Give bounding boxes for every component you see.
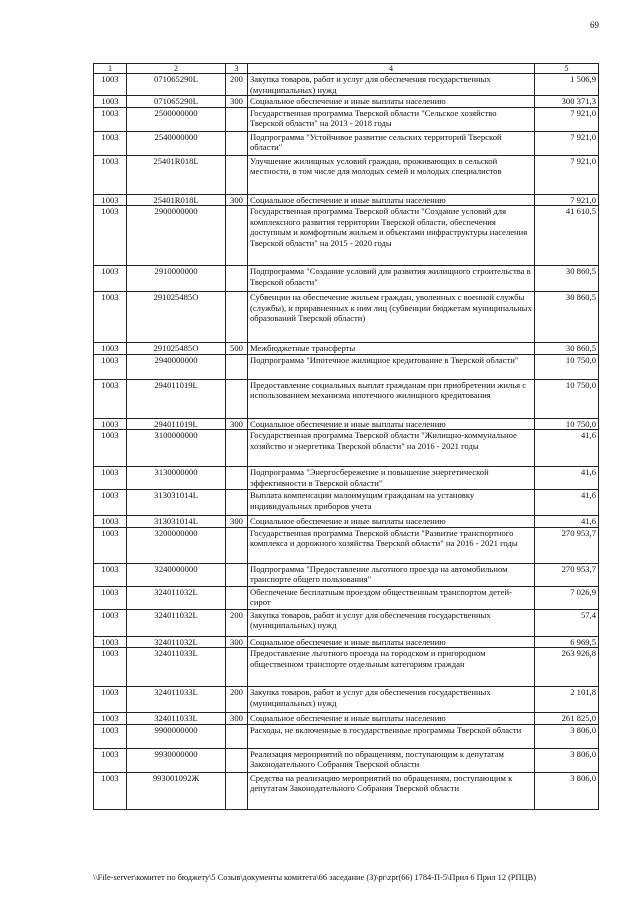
amount-cell: 41 610,5	[535, 206, 599, 266]
amount-cell: 300 371,3	[535, 96, 599, 108]
table-row	[94, 527, 599, 563]
table-row	[94, 418, 599, 430]
table-row	[94, 354, 599, 379]
description-cell: Реализация мероприятий по обращениям, поступающим к депутатам Законодательного Собрания Тверской области	[248, 748, 535, 772]
section-code-cell: 1003	[94, 586, 127, 609]
section-code-cell: 1003	[94, 609, 127, 636]
target-article-cell: 294011019L	[127, 418, 226, 430]
amount-cell: 7 921,0	[535, 107, 599, 131]
expense-type-cell: 200	[226, 687, 248, 713]
description-cell: Социальное обеспечение и иные выплаты населению	[248, 194, 535, 206]
column-header: 4	[248, 64, 535, 74]
table-row	[94, 772, 599, 809]
section-code-cell: 1003	[94, 430, 127, 467]
amount-cell: 41,6	[535, 467, 599, 490]
expense-type-cell	[226, 131, 248, 155]
section-code-cell: 1003	[94, 563, 127, 586]
amount-cell: 3 806,0	[535, 748, 599, 772]
description-cell: Государственная программа Тверской области "Сельское хозяйство Тверской области" на 2013 - 2018 годы	[248, 107, 535, 131]
amount-cell: 1 506,9	[535, 74, 599, 96]
budget-table	[93, 63, 599, 810]
expense-type-cell	[226, 354, 248, 379]
section-code-cell: 1003	[94, 379, 127, 418]
section-code-cell: 1003	[94, 107, 127, 131]
target-article-cell: 324011033L	[127, 687, 226, 713]
section-code-cell: 1003	[94, 96, 127, 108]
target-article-cell: 993001092Ж	[127, 772, 226, 809]
target-article-cell: 294011019L	[127, 379, 226, 418]
section-code-cell: 1003	[94, 636, 127, 648]
target-article-cell: 25401R018L	[127, 155, 226, 194]
table-row	[94, 724, 599, 748]
description-cell: Подпрограмма "Создание условий для развития жилищного строительства в Тверской области"	[248, 266, 535, 292]
description-cell: Государственная программа Тверской области "Создание условий для комплексного развития территории Тверской области, обеспечения доступным и комфортным жильем и объектами инфраструктуры населения Тверской области" на 2015 - 2020 годы	[248, 206, 535, 266]
column-header: 1	[94, 64, 127, 74]
amount-cell: 261 825,0	[535, 713, 599, 725]
target-article-cell: 2910000000	[127, 266, 226, 292]
description-cell: Социальное обеспечение и иные выплаты населению	[248, 516, 535, 528]
section-code-cell: 1003	[94, 748, 127, 772]
amount-cell: 41,6	[535, 490, 599, 516]
description-cell: Государственная программа Тверской области "Жилищно-коммунальное хозяйство и энергетика Тверской области" на 2016 - 2021 годы	[248, 430, 535, 467]
expense-type-cell	[226, 206, 248, 266]
expense-type-cell: 300	[226, 194, 248, 206]
target-article-cell: 3200000000	[127, 527, 226, 563]
amount-cell: 10 750,0	[535, 418, 599, 430]
expense-type-cell: 300	[226, 516, 248, 528]
section-code-cell: 1003	[94, 467, 127, 490]
expense-type-cell	[226, 772, 248, 809]
target-article-cell: 071065290L	[127, 96, 226, 108]
expense-type-cell: 300	[226, 636, 248, 648]
amount-cell: 7 921,0	[535, 131, 599, 155]
target-article-cell: 2500000000	[127, 107, 226, 131]
expense-type-cell	[226, 490, 248, 516]
target-article-cell: 3130000000	[127, 467, 226, 490]
expense-type-cell: 300	[226, 713, 248, 725]
amount-cell: 57,4	[535, 609, 599, 636]
table-header-row	[94, 64, 599, 74]
section-code-cell: 1003	[94, 292, 127, 343]
section-code-cell: 1003	[94, 648, 127, 687]
section-code-cell: 1003	[94, 527, 127, 563]
table-row	[94, 636, 599, 648]
section-code-cell: 1003	[94, 343, 127, 355]
description-cell: Социальное обеспечение и иные выплаты населению	[248, 418, 535, 430]
description-cell: Субвенции на обеспечение жильем граждан, уволенных с военной службы (службы), и приравненных к ним лиц (субвенции бюджетам муниципальных образований Тверской области)	[248, 292, 535, 343]
target-article-cell: 25401R018L	[127, 194, 226, 206]
amount-cell: 7 921,0	[535, 155, 599, 194]
expense-type-cell	[226, 430, 248, 467]
table-row	[94, 467, 599, 490]
target-article-cell: 071065290L	[127, 74, 226, 96]
table-row	[94, 266, 599, 292]
description-cell: Социальное обеспечение и иные выплаты населению	[248, 713, 535, 725]
amount-cell: 3 806,0	[535, 724, 599, 748]
description-cell: Подпрограмма "Устойчивое развитие сельских территорий Тверской области"	[248, 131, 535, 155]
target-article-cell: 9900000000	[127, 724, 226, 748]
target-article-cell: 291025485О	[127, 292, 226, 343]
table-row	[94, 74, 599, 96]
table-row	[94, 563, 599, 586]
amount-cell: 30 860,5	[535, 266, 599, 292]
expense-type-cell	[226, 724, 248, 748]
section-code-cell: 1003	[94, 155, 127, 194]
amount-cell: 30 860,5	[535, 343, 599, 355]
target-article-cell: 324011032L	[127, 586, 226, 609]
description-cell: Межбюджетные трансферты	[248, 343, 535, 355]
expense-type-cell	[226, 748, 248, 772]
description-cell: Закупка товаров, работ и услуг для обеспечения государственных (муниципальных) нужд	[248, 687, 535, 713]
target-article-cell: 3100000000	[127, 430, 226, 467]
expense-type-cell	[226, 266, 248, 292]
description-cell: Средства на реализацию мероприятий по обращениям, поступающим к депутатам Законодательного Собрания Тверской области	[248, 772, 535, 809]
table-row	[94, 194, 599, 206]
target-article-cell: 9930000000	[127, 748, 226, 772]
table-row	[94, 687, 599, 713]
target-article-cell: 324011032L	[127, 636, 226, 648]
amount-cell: 10 750,0	[535, 354, 599, 379]
section-code-cell: 1003	[94, 687, 127, 713]
description-cell: Подпрограмма "Ипотечное жилищное кредитование в Тверской области"	[248, 354, 535, 379]
amount-cell: 2 101,8	[535, 687, 599, 713]
section-code-cell: 1003	[94, 418, 127, 430]
expense-type-cell: 300	[226, 96, 248, 108]
section-code-cell: 1003	[94, 74, 127, 96]
table-body	[94, 74, 599, 810]
table-row	[94, 748, 599, 772]
target-article-cell: 313031014L	[127, 516, 226, 528]
expense-type-cell: 500	[226, 343, 248, 355]
description-cell: Улучшение жилищных условий граждан, проживающих в сельской местности, в том числе для молодых семей и молодых специалистов	[248, 155, 535, 194]
description-cell: Подпрограмма "Предоставление льготного проезда на автомобильном транспорте общего пользования"	[248, 563, 535, 586]
description-cell: Закупка товаров, работ и услуг для обеспечения государственных (муниципальных) нужд	[248, 609, 535, 636]
amount-cell: 270 953,7	[535, 563, 599, 586]
table-row	[94, 490, 599, 516]
description-cell: Расходы, не включенные в государственные программы Тверской области	[248, 724, 535, 748]
section-code-cell: 1003	[94, 206, 127, 266]
expense-type-cell: 200	[226, 74, 248, 96]
description-cell: Выплата компенсации малоимущим гражданам на установку индивидуальных приборов учета	[248, 490, 535, 516]
section-code-cell: 1003	[94, 713, 127, 725]
amount-cell: 10 750,0	[535, 379, 599, 418]
target-article-cell: 324011033L	[127, 648, 226, 687]
table-row	[94, 96, 599, 108]
table-row	[94, 292, 599, 343]
table-row	[94, 343, 599, 355]
table-row	[94, 107, 599, 131]
table-row	[94, 131, 599, 155]
amount-cell: 3 806,0	[535, 772, 599, 809]
amount-cell: 6 969,5	[535, 636, 599, 648]
amount-cell: 41,6	[535, 430, 599, 467]
expense-type-cell	[226, 107, 248, 131]
description-cell: Предоставление льготного проезда на городском и пригородном общественном транспорте отдельным категориям граждан	[248, 648, 535, 687]
section-code-cell: 1003	[94, 131, 127, 155]
amount-cell: 41,6	[535, 516, 599, 528]
target-article-cell: 2540000000	[127, 131, 226, 155]
description-cell: Социальное обеспечение и иные выплаты населению	[248, 96, 535, 108]
target-article-cell: 3240000000	[127, 563, 226, 586]
expense-type-cell	[226, 527, 248, 563]
table-row	[94, 206, 599, 266]
expense-type-cell	[226, 155, 248, 194]
description-cell: Подпрограмма "Энергосбережение и повышение энергетической эффективности в Тверской области"	[248, 467, 535, 490]
section-code-cell: 1003	[94, 354, 127, 379]
table-row	[94, 379, 599, 418]
target-article-cell: 313031014L	[127, 490, 226, 516]
table-row	[94, 713, 599, 725]
section-code-cell: 1003	[94, 194, 127, 206]
expense-type-cell	[226, 292, 248, 343]
description-cell: Закупка товаров, работ и услуг для обеспечения государственных (муниципальных) нужд	[248, 74, 535, 96]
section-code-cell: 1003	[94, 490, 127, 516]
table-row	[94, 586, 599, 609]
table-row	[94, 516, 599, 528]
amount-cell: 30 860,5	[535, 292, 599, 343]
amount-cell: 7 921,0	[535, 194, 599, 206]
target-article-cell: 324011032L	[127, 609, 226, 636]
target-article-cell: 291025485О	[127, 343, 226, 355]
section-code-cell: 1003	[94, 266, 127, 292]
expense-type-cell: 200	[226, 609, 248, 636]
amount-cell: 263 926,8	[535, 648, 599, 687]
table-row	[94, 430, 599, 467]
table-row	[94, 609, 599, 636]
file-path-footer: \\File-server\комитет по бюджету\5 Созыв\документы комитета\66 заседание (3)\pr\zpr(66) 1784-П-5\Прил 6 Прил 12 (РПЦВ)	[93, 873, 537, 882]
page-number: 69	[590, 20, 599, 30]
table-row	[94, 648, 599, 687]
table-row	[94, 155, 599, 194]
amount-cell: 7 026,9	[535, 586, 599, 609]
section-code-cell: 1003	[94, 516, 127, 528]
expense-type-cell: 300	[226, 418, 248, 430]
column-header: 5	[535, 64, 599, 74]
amount-cell: 270 953,7	[535, 527, 599, 563]
column-header: 3	[226, 64, 248, 74]
description-cell: Государственная программа Тверской области "Развитие транспортного комплекса и дорожного хозяйства Тверской области" на 2016 - 2021 годы	[248, 527, 535, 563]
target-article-cell: 324011033L	[127, 713, 226, 725]
expense-type-cell	[226, 586, 248, 609]
expense-type-cell	[226, 563, 248, 586]
description-cell: Социальное обеспечение и иные выплаты населению	[248, 636, 535, 648]
section-code-cell: 1003	[94, 724, 127, 748]
expense-type-cell	[226, 467, 248, 490]
column-header: 2	[127, 64, 226, 74]
description-cell: Обеспечение бесплатным проездом общественным транспортом детей-сирот	[248, 586, 535, 609]
target-article-cell: 2940000000	[127, 354, 226, 379]
expense-type-cell	[226, 648, 248, 687]
expense-type-cell	[226, 379, 248, 418]
target-article-cell: 2900000000	[127, 206, 226, 266]
description-cell: Предоставление социальных выплат гражданам при приобретении жилья с использованием механизма ипотечного жилищного кредитования	[248, 379, 535, 418]
section-code-cell: 1003	[94, 772, 127, 809]
